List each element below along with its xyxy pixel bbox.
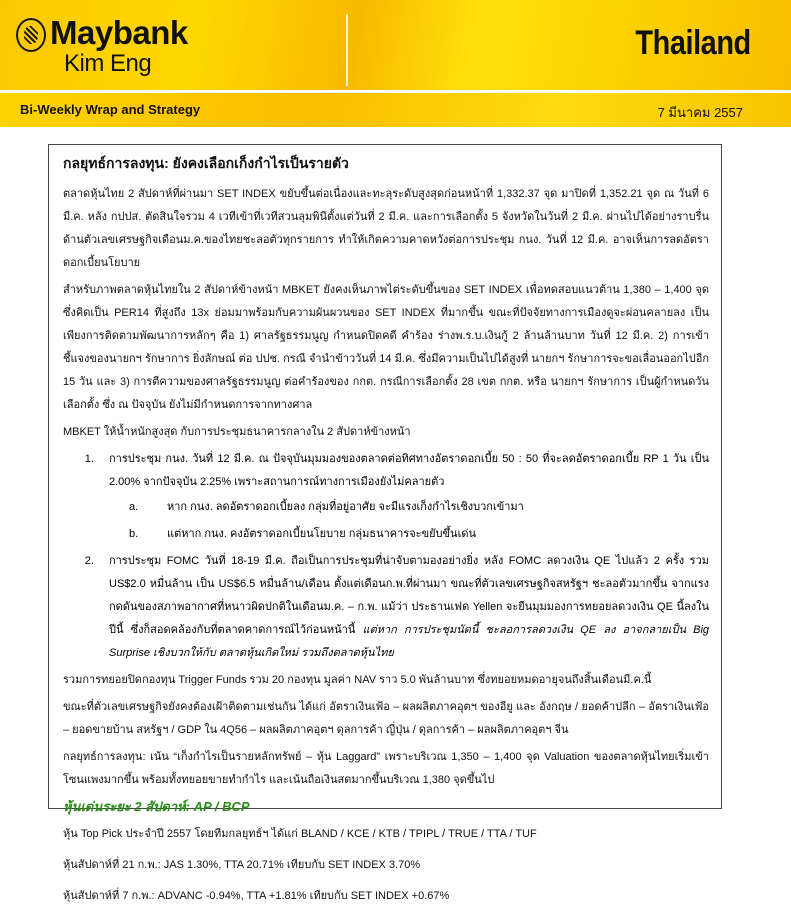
picks-heading: หุ้นเด่นระยะ 2 สัปดาห์: AP / BCP	[63, 799, 250, 814]
tiger-logo-icon	[16, 18, 46, 52]
paragraph-trigger-funds: รวมการทยอยปิดกองทุน Trigger Funds รวม 20 กองทุน มูลค่า NAV ราว 5.0 พันล้านบาท ซึ่งทยอยหมดอายุจนถึงสิ้นเดือนมี.ค.นี้	[63, 674, 652, 686]
list-item-fomc-meeting	[97, 550, 709, 665]
top-pick-line: หุ้น Top Pick ประจำปี 2557 โดยทีมกลยุทธ์ฯ ได้แก่ BLAND / KCE / KTB / TPIPL / TRUE / TTA / TUF	[63, 828, 537, 840]
list-item-text: การประชุม กนง. วันที่ 12 มี.ค. ณ ปัจจุบันมุมมองของตลาดต่อทิศทางอัตราดอกเบี้ย 50 : 50 ที่จะลดอัตราดอกเบี้ย RP 1 วัน เป็น 2.00% จากปัจจุบัน 2.25% เพราะสถานการณ์ทางการเมืองยังไม่คลายตัว	[109, 453, 709, 488]
report-header	[0, 0, 791, 90]
paragraph-outlook: สำหรับภาพตลาดหุ้นไทยใน 2 สัปดาห์ข้างหน้า MBKET ยังคงเห็นภาพไต่ระดับขึ้นของ SET INDEX เพื่อทดสอบแนวต้าน 1,380 – 1,400 จุด ซึ่งคิดเป็น PER14 ที่สูงถึง 13x ย่อมมาพร้อมกับความผันผวนของ SET INDEX ที่มากขึ้น ขณะที่ปัจจัยทางการเมืองดูจะผ่อนคลายลง เป็นเพียงการติดตามพัฒนาการหลักๆ คือ 1) ศาลรัฐธรรมนูญ กำหนดปิดคดี คำร้อง ร่างพ.ร.บ.เงินกู้ 2 ล้านล้านบาท วันที่ 12 มี.ค. 2) การเข้าชี้แจงของนายกฯ รักษาการ ยิ่งลักษณ์ ต่อ ปปช. กรณี จำนำข้าววันที่ 14 มี.ค. ซึ่งมีความเป็นไปได้สูงที่ นายกฯ รักษาการจะขอเลื่อนออกไปอีก 15 วัน และ 3) การตีความของศาลรัฐธรรมนูญ ต่อคำร้องของ กกต. กรณีการเลือกตั้ง 28 เขต กกต. หรือ นายกฯ รักษาการ เป็นผู้กำหนดวันเลือกตั้ง ซึ่ง ณ ปัจจุบัน ยังไม่มีกำหนดการจากทางศาล	[63, 284, 709, 411]
sub-item-label: b.	[129, 528, 139, 540]
subheader-band	[0, 93, 791, 127]
strategy-box	[48, 144, 722, 902]
sub-item-a	[129, 496, 709, 519]
country-title: Thailand	[635, 24, 751, 62]
sub-item-text: แต่หาก กนง. คงอัตราดอกเบี้ยนโยบาย กลุ่มธนาคารจะขยับขึ้นเด่น	[167, 528, 477, 540]
report-date: 7 มีนาคม 2557	[657, 105, 743, 120]
week-21feb-line: หุ้นสัปดาห์ที่ 21 ก.พ.: JAS 1.30%, TTA 20.71% เทียบกับ SET INDEX 3.70%	[63, 859, 421, 871]
central-bank-list	[97, 448, 709, 665]
list-item-text: การประชุม FOMC วันที่ 18-19 มี.ค. ถือเป็นการประชุมที่น่าจับตามองอย่างยิ่ง หลัง FOMC ลดวงเงิน QE ไปแล้ว 2 ครั้ง รวม US$2.0 หมื่นล้าน เป็น US$6.5 หมื่นล้าน/เดือน ตั้งแต่เดือนก.พ.ที่ผ่านมา ขณะที่ตัวเลขเศรษฐกิจสหรัฐฯ ชะลอตัวมากขึ้น จากแรงกดดันของสภาพอากาศที่หนาวผิดปกติในเดือนม.ค. – ก.พ. แม้ว่า ประธานเฟด Yellen จะยืนมุมมองการทยอยลดวงเงิน QE นี้ลงในปีนี้ ซึ่งก็สอดคล้องกับที่ตลาดคาดการณ์ไว้ก่อนหน้านี้	[109, 555, 709, 636]
strategy-title: กลยุทธ์การลงทุน: ยังคงเลือกเก็งกำไรเป็นรายตัว	[63, 155, 349, 171]
paragraph-central-banks: MBKET ให้น้ำหนักสูงสุด กับการประชุมธนาคารกลางใน 2 สัปดาห์ข้างหน้า	[63, 426, 411, 438]
sub-item-label: a.	[129, 501, 139, 513]
sub-list	[129, 496, 709, 546]
paragraph-strategy: กลยุทธ์การลงทุน: เน้น “เก็งกำไรเป็นรายหลักทรัพย์ – หุ้น Laggard” เพราะบริเวณ 1,350 – 1,400 จุด Valuation ของตลาดหุ้นไทยเริ่มเข้าโซนแพงมากขึ้น พร้อมทั้งทยอยขายทำกำไร และเน้นถือเงินสดมากขึ้นบริเวณ 1,380 จุดขึ้นไป	[63, 751, 709, 786]
sub-item-text: หาก กนง. ลดอัตราดอกเบี้ยลง กลุ่มที่อยู่อาศัย จะมีแรงเก็งกำไรเชิงบวกเข้ามา	[167, 501, 524, 513]
week-7feb-line: หุ้นสัปดาห์ที่ 7 ก.พ.: ADVANC -0.94%, TTA +1.81% เทียบกับ SET INDEX +0.67%	[63, 890, 450, 902]
sub-item-b	[129, 523, 709, 546]
paragraph-economic-data: ขณะที่ตัวเลขเศรษฐกิจยังคงต้องเฝ้าติดตามเช่นกัน ได้แก่ อัตราเงินเฟ้อ – ผลผลิตภาคอุตฯ ของอียู และ อังกฤษ / ยอดค้าปลีก – อัตราเงินเฟ้อ – ยอดขายบ้าน สหรัฐฯ / GDP ใน 4Q56 – ผลผลิตภาคอุตฯ ดุลการค้า ญี่ปุ่น / ดุลการค้า – ผลผลิตภาคอุตฯ จีน	[63, 701, 709, 736]
report-subtitle: Bi-Weekly Wrap and Strategy	[20, 102, 201, 117]
paragraph-market-recap: ตลาดหุ้นไทย 2 สัปดาห์ที่ผ่านมา SET INDEX ขยับขึ้นต่อเนื่องและทะลุระดับสูงสุดก่อนหน้าที่ 1,332.37 จุด มาปิดที่ 1,352.21 จุด ณ วันที่ 6 มี.ค. หลัง กปปส. ตัดสินใจรวม 4 เวทีเข้าที่เวทีสวนลุมพินีตั้งแต่วันที่ 2 มี.ค. และการเลือกตั้ง 5 จังหวัดในวันที่ 2 มี.ค. ผ่านไปได้อย่างราบรื่น ด้านตัวเลขเศรษฐกิจเดือนม.ค.ของไทยชะลอตัวทุกรายการ ทำให้เกิดความคาดหวังต่อการประชุม กนง. วันที่ 12 มี.ค. อาจเห็นการลดอัตราดอกเบี้ยนโยบาย	[63, 188, 709, 269]
list-item-italic-text: แต่หาก การประชุมนัดนี้ ชะลอการลดวงเงิน QE ลง อาจกลายเป็น Big Surprise เชิงบวกให้กับ ตลาดหุ้นเกิดใหม่ รวมถึงตลาดหุ้นไทย	[109, 624, 710, 659]
header-divider	[346, 14, 348, 86]
list-item-bot-meeting	[97, 448, 709, 546]
brand-name: Maybank	[50, 14, 188, 51]
brand-subname: Kim Eng	[64, 50, 152, 77]
